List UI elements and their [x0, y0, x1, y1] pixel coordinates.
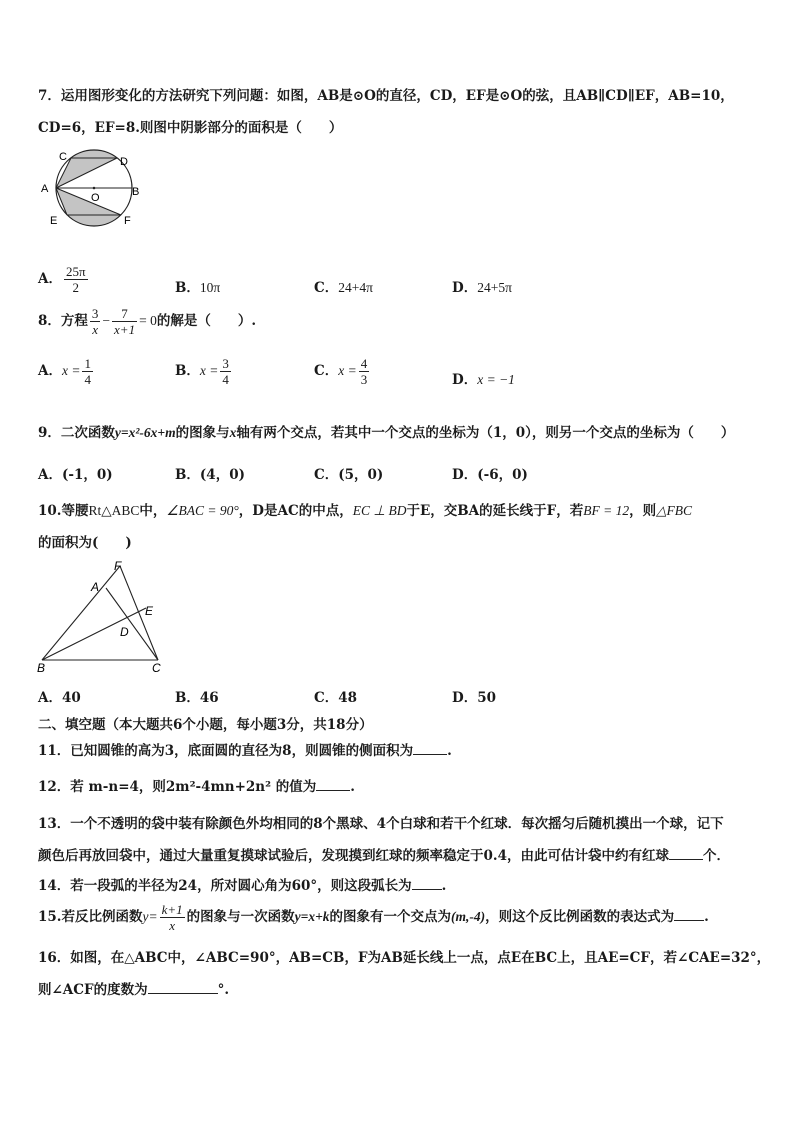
q7-choice-a-num: 25π	[65, 264, 86, 279]
q10-p3: ，D是AC的中点，	[238, 503, 353, 519]
q15-num: k+1	[161, 902, 183, 917]
q10-prefix: 10.等腰	[38, 503, 89, 519]
q13-end: 个．	[703, 848, 730, 864]
q8-choice-a-num: 1	[84, 356, 91, 371]
q15-end: .	[704, 909, 709, 925]
q8-frac1-num: 3	[91, 306, 99, 321]
q11-end: .	[447, 743, 452, 759]
q15-prefix: 15.若反比例函数	[38, 909, 143, 925]
q16-line1: 16．如图，在△ABC中，∠ABC=90°，AB=CB，F为AB延长线上一点，点E在BC上，且AE=CF，若∠CAE=32°，	[38, 950, 771, 966]
q7-label-b: B	[132, 186, 140, 198]
q8-choice-a-den: 4	[84, 372, 91, 387]
q14-end: .	[441, 878, 447, 894]
q8-choice-c-den: 3	[360, 372, 368, 387]
q15-linear: y=x+k	[294, 909, 330, 924]
q10-fbc: △FBC	[656, 503, 692, 518]
q7-choice-a-den: 2	[72, 280, 80, 295]
q12	[38, 775, 355, 795]
q8-minus: −	[102, 313, 111, 328]
q9-function: y=x²-6x+m	[114, 425, 176, 440]
q7-line1: 7．运用图形变化的方法研究下列问题：如图，AB是⊙O的直径，CD，EF是⊙O的弦，且AB∥CD∥EF，AB=10，	[38, 88, 734, 104]
q9-stem	[38, 421, 734, 441]
q9-mid: 的图象与	[175, 425, 230, 441]
q10-choice-b[interactable]: B．46	[175, 690, 219, 706]
q7-choice-a-letter: A．	[38, 271, 62, 287]
q8-prefix: 8．方程	[38, 313, 88, 329]
q9-choice-b[interactable]: B．(4，0)	[175, 467, 245, 483]
q12-answer-blank[interactable]	[316, 778, 350, 791]
q8-choice-b-fraction	[220, 356, 231, 387]
q8-choice-c-fraction	[359, 356, 370, 387]
q8-choice-d[interactable]	[452, 368, 515, 388]
q7-label-d: D	[120, 156, 128, 168]
q10-side-bf	[42, 566, 120, 660]
q15-mid2: 的图象有一个交点为	[329, 909, 452, 925]
q8-choice-c-num: 4	[360, 356, 368, 371]
q8-fraction-2	[112, 306, 137, 337]
q9-choice-d[interactable]: D．(-6，0)	[452, 467, 528, 483]
q15-point: (m,-4)	[451, 909, 486, 924]
q9-choice-c[interactable]: C．(5，0)	[314, 467, 384, 483]
q10-label-e: E	[145, 604, 154, 618]
q10-p5: ，则	[629, 503, 657, 519]
q13-line2	[38, 844, 730, 864]
q7-label-a: A	[41, 183, 49, 195]
q7-label-c: C	[59, 151, 67, 163]
q7-label-f: F	[124, 215, 131, 227]
q13-line2-text: 颜色后再放回袋中，通过大量重复摸球试验后，发现摸到红球的频率稳定于0.4，由此可估计袋中约有红球	[38, 848, 669, 864]
q8-fraction-1	[90, 306, 101, 337]
section-2-heading: 二、填空题（本大题共6个小题，每小题3分，共18分）	[38, 717, 373, 733]
q14-text: 14．若一段弧的半径为24，所对圆心角为60°，则这段弧长为	[38, 878, 412, 894]
q7-choice-c[interactable]	[314, 276, 373, 296]
q15-answer-blank[interactable]	[674, 908, 704, 921]
q7-choice-c-letter: C．	[314, 280, 339, 296]
q7-choice-d[interactable]	[452, 276, 512, 296]
q10-triangle-figure	[34, 558, 168, 674]
q7-choice-b[interactable]	[175, 276, 220, 296]
q15-mid: 的图象与一次函数	[186, 909, 295, 925]
q10-label-c: C	[152, 661, 161, 674]
q8-choice-b-letter: B．	[175, 363, 200, 379]
q8-choice-a[interactable]	[38, 356, 95, 387]
q16-line2-text: 则∠ACF的度数为	[38, 982, 148, 998]
q8-frac2-den: x+1	[114, 322, 136, 337]
q8-choice-d-letter: D．	[452, 372, 478, 388]
q10-choice-a[interactable]: A．40	[38, 690, 81, 706]
q11-text: 11．已知圆锥的高为3，底面圆的直径为8，则圆锥的侧面积为	[38, 743, 414, 759]
q8-frac2-num: 7	[112, 306, 137, 322]
q10-angle: ∠BAC = 90°	[166, 503, 239, 518]
q7-center-dot	[93, 187, 96, 190]
q7-choice-a[interactable]	[38, 264, 90, 295]
q8-stem	[38, 306, 256, 337]
q8-choice-b-var: x =	[199, 363, 219, 378]
q8-choice-c-var: x =	[338, 363, 357, 378]
q7-circle-figure	[36, 148, 146, 228]
q15-fraction	[160, 902, 185, 933]
q8-equals: = 0	[139, 313, 157, 328]
q12-text: 12．若 m-n=4，则2m²-4mn+2n² 的值为	[38, 779, 317, 795]
q16-line2	[38, 978, 229, 998]
q8-choice-b-den: 4	[222, 372, 229, 387]
q10-line-bd-e	[42, 608, 146, 660]
q10-perp: EC ⊥ BD	[352, 503, 407, 518]
q10-triangle: Rt△ABC	[88, 503, 140, 518]
q7-choice-b-text: 10π	[199, 280, 221, 295]
q14	[38, 874, 446, 894]
q10-bf: BF = 12	[583, 503, 630, 518]
q8-choice-a-var: x =	[61, 363, 81, 378]
q10-line2: 的面积为( )	[38, 535, 132, 551]
q13-line1: 13．一个不透明的袋中装有除颜色外均相同的8个黑球、4个白球和若干个红球．每次摇匀后随机摸出一个球，记下	[38, 816, 724, 832]
q15-suffix: ，则这个反比例函数的表达式为	[485, 909, 675, 925]
q7-line2: CD=6，EF=8.则图中阴影部分的面积是（ ）	[38, 120, 343, 136]
q8-choice-b[interactable]	[175, 356, 233, 387]
q10-label-f: F	[114, 559, 122, 573]
q12-end: .	[350, 779, 355, 795]
q10-choice-d[interactable]: D．50	[452, 690, 496, 706]
q7-choice-d-text: 24+5π	[477, 280, 512, 295]
q8-choice-c[interactable]	[314, 356, 371, 387]
q11	[38, 739, 452, 759]
q9-suffix: 轴有两个交点，若其中一个交点的坐标为（1，0），则另一个交点的坐标为（ ）	[236, 425, 735, 441]
q15-yvar: y=	[142, 909, 158, 924]
q11-answer-blank[interactable]	[413, 742, 447, 755]
q8-suffix: 的解是（ ）.	[156, 313, 257, 329]
q8-choice-d-var: x = −1	[477, 372, 515, 387]
q13-answer-blank[interactable]	[669, 847, 703, 860]
q7-label-e: E	[50, 215, 58, 227]
q15	[38, 902, 709, 933]
q10-label-d: D	[120, 625, 129, 639]
q7-choice-a-fraction	[64, 264, 88, 295]
q10-line1	[38, 499, 692, 519]
q7-label-o: O	[91, 192, 100, 204]
q10-p4: 于E，交BA的延长线于F，若	[406, 503, 584, 519]
q7-shaded-bottom	[56, 188, 121, 226]
q8-choice-a-letter: A．	[38, 363, 62, 379]
q9-xvar: x	[229, 425, 237, 440]
q8-choice-c-letter: C．	[314, 363, 339, 379]
q10-p2: 中，	[139, 503, 167, 519]
q8-frac1-den: x	[92, 322, 99, 337]
q16-answer-blank[interactable]	[148, 981, 218, 994]
q7-choice-d-letter: D．	[452, 280, 478, 296]
q7-choice-c-text: 24+4π	[338, 280, 373, 295]
q8-choice-a-fraction	[82, 356, 93, 387]
q7-choice-b-letter: B．	[175, 280, 200, 296]
q9-choice-a[interactable]: A．(-1，0)	[38, 467, 113, 483]
q10-label-b: B	[37, 661, 46, 674]
q9-prefix: 9．二次函数	[38, 425, 115, 441]
q15-den: x	[169, 918, 176, 933]
q14-answer-blank[interactable]	[412, 877, 442, 890]
q10-choice-c[interactable]: C．48	[314, 690, 358, 706]
q8-choice-b-num: 3	[222, 356, 229, 371]
q10-label-a: A	[91, 580, 100, 594]
q16-end: °.	[217, 982, 230, 998]
